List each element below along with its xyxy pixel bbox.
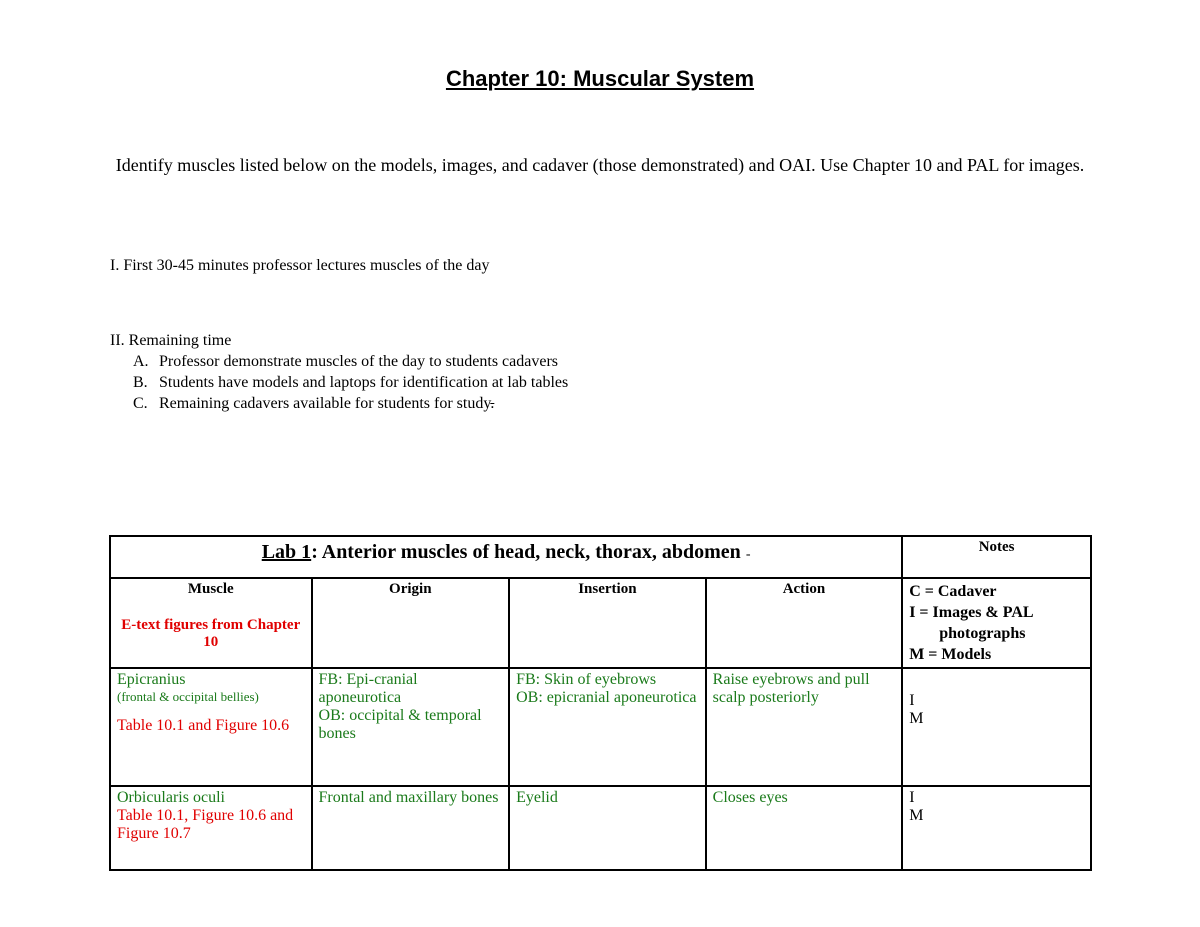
lab-title: Lab 1: Anterior muscles of head, neck, thorax, abdomen - <box>110 536 902 578</box>
section-one: I. First 30-45 minutes professor lectures muscles of the day <box>110 257 490 274</box>
section-two-heading: II. Remaining time <box>110 332 232 349</box>
notes-cell: I M <box>902 786 1091 870</box>
action-cell: Raise eyebrows and pull scalp posteriorly <box>706 668 903 786</box>
intro-paragraph: Identify muscles listed below on the models, images, and cadaver (those demonstrated) and OAI. Use Chapter 10 and PAL for images. <box>115 155 1085 175</box>
etext-figures-note: E-text figures from Chapter 10 <box>121 617 301 650</box>
muscle-cell: Epicranius (frontal & occipital bellies) Table 10.1 and Figure 10.6 <box>110 668 312 786</box>
muscle-header: Muscle E-text figures from Chapter 10 <box>110 578 312 668</box>
list-item: C. Remaining cadavers available for students for study. <box>133 395 495 412</box>
list-item: B. Students have models and laptops for identification at lab tables <box>133 374 569 391</box>
table-title-row <box>110 536 1091 578</box>
action-header: Action <box>706 578 903 668</box>
origin-header: Origin <box>312 578 510 668</box>
notes-cell: I M <box>902 668 1091 786</box>
table-row <box>110 786 1091 870</box>
table-row <box>110 668 1091 786</box>
insertion-cell: FB: Skin of eyebrows OB: epicranial aponeurotica <box>509 668 706 786</box>
list-item: A. Professor demonstrate muscles of the day to students cadavers <box>133 353 559 370</box>
column-header-row <box>110 578 1091 668</box>
origin-cell: FB: Epi-cranial aponeurotica OB: occipital & temporal bones <box>312 668 510 786</box>
section-two <box>110 330 568 414</box>
origin-cell: Frontal and maxillary bones <box>312 786 510 870</box>
insertion-cell: Eyelid <box>509 786 706 870</box>
notes-key: C = Cadaver I = Images & PAL photographs M = Models <box>902 578 1091 668</box>
page-title: Chapter 10: Muscular System <box>445 66 755 91</box>
notes-header: Notes <box>902 536 1091 578</box>
insertion-header: Insertion <box>509 578 706 668</box>
muscle-cell: Orbicularis oculi Table 10.1, Figure 10.6 and Figure 10.7 <box>110 786 312 870</box>
muscle-table <box>109 535 1092 871</box>
action-cell: Closes eyes <box>706 786 903 870</box>
